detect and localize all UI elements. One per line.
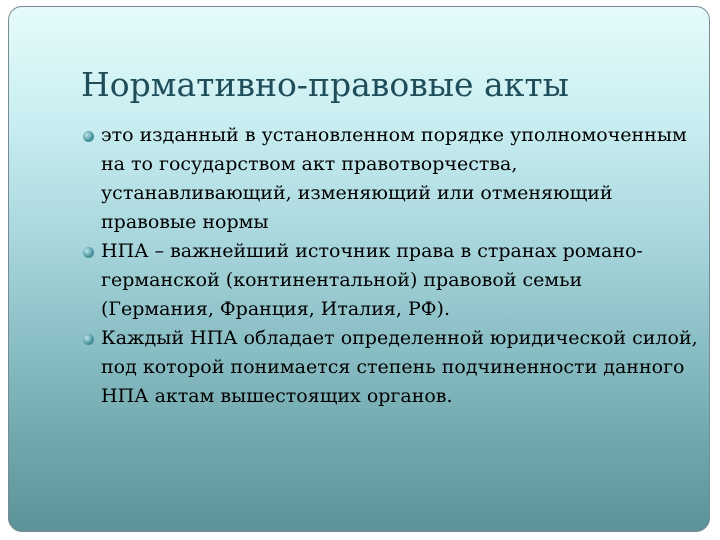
bullet-list (79, 121, 699, 411)
bullet-item (79, 324, 699, 411)
bullet-item (79, 121, 699, 237)
bullet-circle-icon (83, 247, 94, 258)
bullet-text: НПА – важнейший источник права в странах романо-германской (континентальной) правовой семьи (Германия, Франция, Италия, РФ). (101, 240, 643, 320)
bullet-circle-icon (83, 334, 94, 345)
bullet-text: Каждый НПА обладает определенной юридической силой, под которой понимается степень подчиненности данного НПА актам вышестоящих органов. (101, 327, 698, 407)
slide (8, 6, 710, 532)
slide-title: Нормативно-правовые акты (81, 65, 569, 104)
bullet-circle-icon (83, 131, 94, 142)
bullet-text: это изданный в установленном порядке уполномоченным на то государством акт правотворчества, устанавливающий, изменяющий или отменяющий правовые нормы (101, 124, 687, 233)
bullet-item (79, 237, 699, 324)
